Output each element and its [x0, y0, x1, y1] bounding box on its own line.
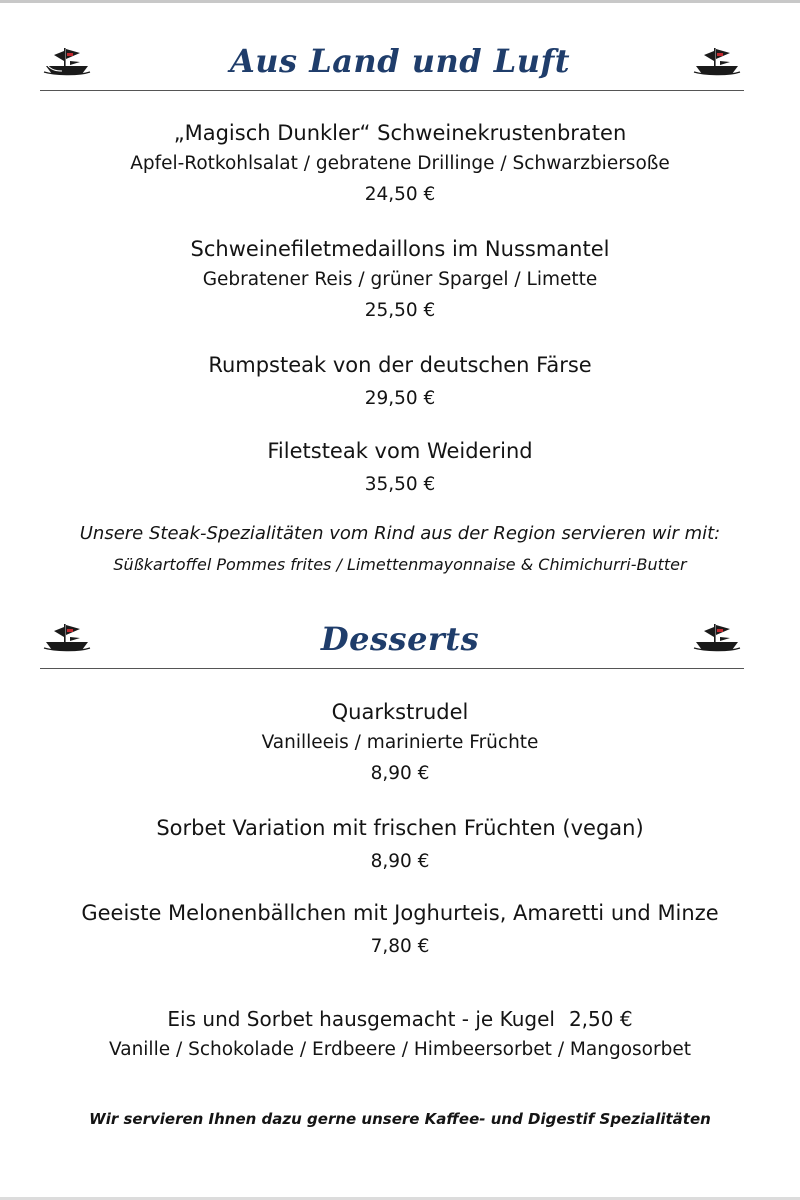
- ice-cream-flavors: Vanille / Schokolade / Erdbeere / Himbeersorbet / Mangosorbet: [109, 1039, 691, 1060]
- menu-item: [0, 350, 800, 414]
- footer-note: Wir servieren Ihnen dazu gerne unsere Kaffee- und Digestif Spezialitäten: [89, 1110, 711, 1128]
- ice-cream-price: 2,50 €: [568, 1007, 633, 1031]
- dish-price: 35,50 €: [364, 474, 436, 495]
- page-top-border: [0, 0, 800, 3]
- dish-description: Apfel-Rotkohlsalat / gebratene Drillinge / Schwarzbiersoße: [130, 153, 670, 174]
- steak-sides-note: Süßkartoffel Pommes frites / Limettenmayonnaise & Chimichurri-Butter: [113, 555, 687, 574]
- section-divider: [40, 668, 744, 669]
- dish-description: Vanilleeis / marinierte Früchte: [261, 732, 539, 753]
- pirate-ship-icon: [692, 42, 742, 78]
- dish-name: Schweinefiletmedaillons im Nussmantel: [190, 237, 610, 261]
- section-divider: [40, 90, 744, 91]
- menu-item: [0, 898, 800, 962]
- dish-price: 25,50 €: [364, 300, 436, 321]
- section-title-desserts: Desserts: [320, 620, 480, 658]
- dish-description: Gebratener Reis / grüner Spargel / Limette: [202, 269, 598, 290]
- dish-price: 8,90 €: [370, 763, 430, 784]
- pirate-ship-icon: [692, 618, 742, 654]
- dish-price: 7,80 €: [370, 936, 430, 957]
- dish-name: Filetsteak vom Weiderind: [267, 439, 533, 463]
- dish-price: 24,50 €: [364, 184, 436, 205]
- menu-item: [0, 813, 800, 877]
- dish-name: „Magisch Dunkler“ Schweinekrustenbraten: [173, 121, 627, 145]
- ice-cream-label: Eis und Sorbet hausgemacht - je Kugel: [167, 1007, 555, 1031]
- menu-item: [0, 697, 800, 789]
- ice-cream-item: [0, 1004, 800, 1066]
- menu-item: [0, 118, 800, 210]
- dish-name: Sorbet Variation mit frischen Früchten (vegan): [156, 816, 644, 840]
- dish-price: 29,50 €: [364, 388, 436, 409]
- dish-name: Quarkstrudel: [331, 700, 469, 724]
- dish-name: Rumpsteak von der deutschen Färse: [208, 353, 592, 377]
- dish-name: Geeiste Melonenbällchen mit Joghurteis, Amaretti und Minze: [81, 901, 719, 925]
- dish-price: 8,90 €: [370, 851, 430, 872]
- menu-item: [0, 234, 800, 326]
- section-title-main: Aus Land und Luft: [229, 42, 571, 80]
- menu-item: [0, 436, 800, 500]
- steak-note: Unsere Steak-Spezialitäten vom Rind aus der Region servieren wir mit:: [79, 523, 721, 544]
